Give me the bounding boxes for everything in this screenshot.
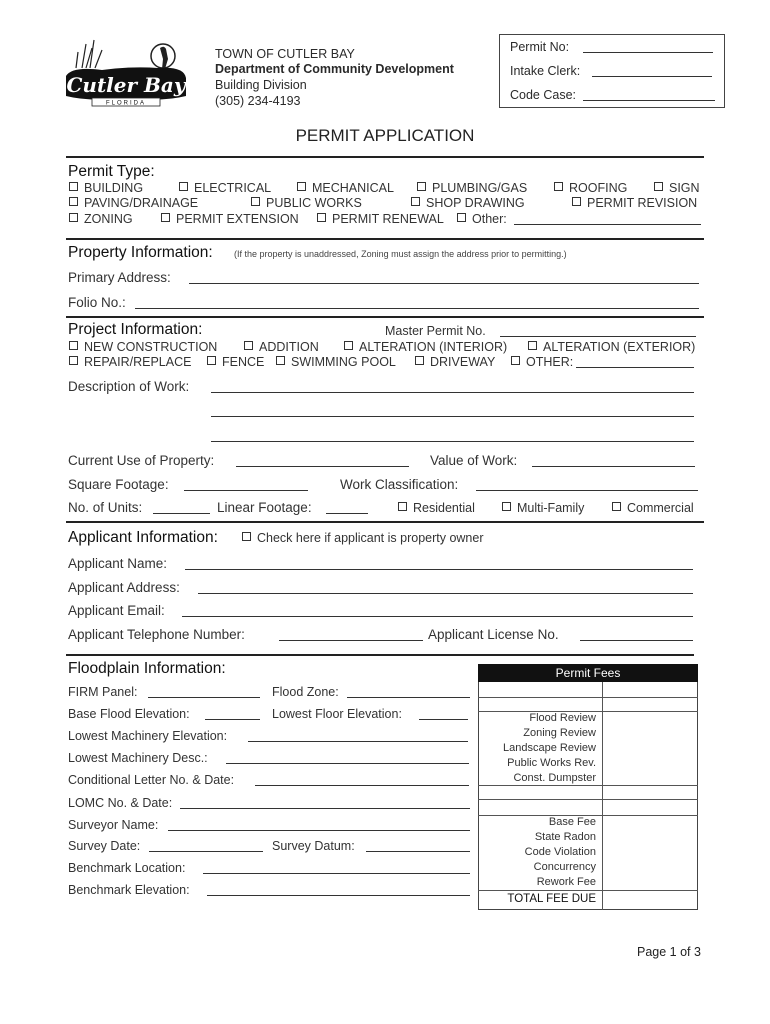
town-logo <box>62 38 190 112</box>
applicant-name-label: Applicant Name: <box>68 556 168 571</box>
checkbox[interactable] <box>398 502 407 511</box>
option-commercial[interactable]: Commercial <box>612 501 694 515</box>
checkbox[interactable] <box>654 182 663 191</box>
applicant-name-field[interactable] <box>185 569 693 570</box>
page-title: PERMIT APPLICATION <box>295 126 475 145</box>
lowest-machinery-label: Lowest Machinery Elevation: <box>68 729 228 743</box>
flood-zone-field[interactable] <box>347 697 470 698</box>
option-alteration-exterior[interactable]: ALTERATION (EXTERIOR) <box>528 340 695 354</box>
value-of-work-field[interactable] <box>532 466 695 467</box>
survey-datum-field[interactable] <box>366 851 470 852</box>
intake-clerk-label: Intake Clerk: <box>510 64 581 78</box>
section-rule <box>66 654 694 656</box>
benchmark-elevation-label: Benchmark Elevation: <box>68 883 190 897</box>
option-addition[interactable]: ADDITION <box>244 340 319 354</box>
permit-no-field[interactable] <box>583 52 713 53</box>
applicant-address-field[interactable] <box>198 593 693 594</box>
option-other[interactable]: Other: <box>457 212 507 226</box>
benchmark-elevation-field[interactable] <box>207 895 470 896</box>
division-name: Building Division <box>215 78 307 92</box>
option-driveway[interactable]: DRIVEWAY <box>415 355 495 369</box>
code-case-field[interactable] <box>583 100 715 101</box>
applicant-license-field[interactable] <box>580 640 693 641</box>
code-case-label: Code Case: <box>510 88 577 102</box>
master-permit-field[interactable] <box>500 336 696 337</box>
survey-date-field[interactable] <box>149 851 263 852</box>
square-footage-label: Square Footage: <box>68 477 169 492</box>
fee-public-works-review: Public Works Rev. <box>507 757 596 769</box>
applicant-phone-label: Applicant Telephone Number: <box>68 627 245 642</box>
description-field-1[interactable] <box>211 392 694 393</box>
primary-address-field[interactable] <box>189 283 699 284</box>
option-sign[interactable]: SIGN <box>654 181 700 195</box>
option-swimming-pool[interactable]: SWIMMING POOL <box>276 355 396 369</box>
other-project-field[interactable] <box>576 367 694 368</box>
lomc-label: LOMC No. & Date: <box>68 796 173 810</box>
option-alteration-interior[interactable]: ALTERATION (INTERIOR) <box>344 340 507 354</box>
permit-no-label: Permit No: <box>510 40 570 54</box>
property-heading: Property Information: <box>68 244 213 261</box>
master-permit-label: Master Permit No. <box>385 324 486 338</box>
option-fence[interactable]: FENCE <box>207 355 264 369</box>
description-field-2[interactable] <box>211 416 694 417</box>
checkbox[interactable] <box>242 532 251 541</box>
machinery-desc-field[interactable] <box>226 763 469 764</box>
option-multi-family[interactable]: Multi-Family <box>502 501 584 515</box>
applicant-email-field[interactable] <box>182 616 693 617</box>
checkbox[interactable] <box>415 356 424 365</box>
fee-amount-cells[interactable] <box>603 682 697 909</box>
option-zoning[interactable]: ZONING <box>69 212 133 226</box>
section-rule <box>66 238 704 240</box>
fee-flood-review: Flood Review <box>529 712 596 724</box>
checkbox[interactable] <box>69 213 78 222</box>
checkbox[interactable] <box>276 356 285 365</box>
logo-text: Cutler Bay <box>66 73 186 97</box>
option-permit-revision[interactable]: PERMIT REVISION <box>572 196 697 210</box>
lowest-floor-label: Lowest Floor Elevation: <box>272 707 402 721</box>
option-electrical[interactable]: ELECTRICAL <box>179 181 271 195</box>
checkbox[interactable] <box>511 356 520 365</box>
checkbox[interactable] <box>179 182 188 191</box>
option-repair-replace[interactable]: REPAIR/REPLACE <box>69 355 191 369</box>
surveyor-label: Surveyor Name: <box>68 818 159 832</box>
checkbox[interactable] <box>457 213 466 222</box>
logo-sub: FLORIDA <box>105 100 147 107</box>
fee-const-dumpster: Const. Dumpster <box>513 772 596 784</box>
option-building[interactable]: BUILDING <box>69 181 143 195</box>
primary-address-label: Primary Address: <box>68 270 171 285</box>
flood-zone-label: Flood Zone: <box>272 685 339 699</box>
units-label: No. of Units: <box>68 500 143 515</box>
option-new-construction[interactable]: NEW CONSTRUCTION <box>69 340 217 354</box>
checkbox[interactable] <box>297 182 306 191</box>
checkbox[interactable] <box>528 341 537 350</box>
department-name: Department of Community Development <box>215 62 454 76</box>
linear-footage-label: Linear Footage: <box>217 500 312 515</box>
section-rule <box>66 316 704 318</box>
checkbox[interactable] <box>161 213 170 222</box>
town-name: TOWN OF CUTLER BAY <box>215 47 355 61</box>
folio-label: Folio No.: <box>68 295 126 310</box>
phone-number: (305) 234-4193 <box>215 94 301 108</box>
lowest-machinery-field[interactable] <box>248 741 468 742</box>
checkbox[interactable] <box>207 356 216 365</box>
checkbox[interactable] <box>344 341 353 350</box>
benchmark-location-field[interactable] <box>203 873 470 874</box>
benchmark-location-label: Benchmark Location: <box>68 861 186 875</box>
total-fee-due: TOTAL FEE DUE <box>507 893 596 905</box>
permit-fees-heading: Permit Fees <box>478 664 698 682</box>
option-mechanical[interactable]: MECHANICAL <box>297 181 394 195</box>
lowest-floor-field[interactable] <box>419 719 468 720</box>
applicant-license-label: Applicant License No. <box>428 627 559 642</box>
linear-footage-field[interactable] <box>326 513 368 514</box>
checkbox[interactable] <box>554 182 563 191</box>
units-field[interactable] <box>153 513 210 514</box>
fee-code-violation: Code Violation <box>524 846 596 858</box>
checkbox[interactable] <box>69 341 78 350</box>
current-use-field[interactable] <box>236 466 409 467</box>
description-field-3[interactable] <box>211 441 694 442</box>
description-label: Description of Work: <box>68 379 190 394</box>
current-use-label: Current Use of Property: <box>68 453 215 468</box>
option-shop-drawing[interactable]: SHOP DRAWING <box>411 196 525 210</box>
checkbox[interactable] <box>572 197 581 206</box>
option-permit-renewal[interactable]: PERMIT RENEWAL <box>317 212 444 226</box>
floodplain-heading: Floodplain Information: <box>68 660 226 677</box>
conditional-letter-label: Conditional Letter No. & Date: <box>68 773 235 787</box>
value-of-work-label: Value of Work: <box>430 453 518 468</box>
work-classification-label: Work Classification: <box>340 477 459 492</box>
option-residential[interactable]: Residential <box>398 501 475 515</box>
option-plumbing-gas[interactable]: PLUMBING/GAS <box>417 181 527 195</box>
survey-datum-label: Survey Datum: <box>272 839 355 853</box>
surveyor-field[interactable] <box>168 830 470 831</box>
fee-landscape-review: Landscape Review <box>503 742 596 754</box>
checkbox[interactable] <box>317 213 326 222</box>
owner-checkbox[interactable]: Check here if applicant is property owner <box>242 531 484 545</box>
option-paving-drainage[interactable]: PAVING/DRAINAGE <box>69 196 198 210</box>
checkbox[interactable] <box>69 356 78 365</box>
checkbox[interactable] <box>251 197 260 206</box>
permit-type-heading: Permit Type: <box>68 163 155 180</box>
lomc-field[interactable] <box>180 808 470 809</box>
fee-state-radon: State Radon <box>534 831 596 843</box>
title-rule <box>66 156 704 158</box>
applicant-heading: Applicant Information: <box>68 529 218 546</box>
checkbox[interactable] <box>612 502 621 511</box>
square-footage-field[interactable] <box>184 490 308 491</box>
work-classification-field[interactable] <box>476 490 698 491</box>
other-field[interactable] <box>514 224 701 225</box>
fee-base: Base Fee <box>548 816 596 828</box>
applicant-address-label: Applicant Address: <box>68 580 180 595</box>
section-rule <box>66 521 704 523</box>
checkbox[interactable] <box>69 197 78 206</box>
fee-rework: Rework Fee <box>536 876 596 888</box>
option-permit-extension[interactable]: PERMIT EXTENSION <box>161 212 299 226</box>
option-roofing[interactable]: ROOFING <box>554 181 627 195</box>
checkbox[interactable] <box>69 182 78 191</box>
property-note: (If the property is unaddressed, Zoning must assign the address prior to permitting.) <box>234 249 567 259</box>
applicant-email-label: Applicant Email: <box>68 603 165 618</box>
fee-zoning-review: Zoning Review <box>523 727 596 739</box>
option-other-project[interactable]: OTHER: <box>511 355 573 369</box>
folio-field[interactable] <box>135 308 699 309</box>
project-heading: Project Information: <box>68 321 203 338</box>
checkbox[interactable] <box>417 182 426 191</box>
checkbox[interactable] <box>411 197 420 206</box>
base-flood-label: Base Flood Elevation: <box>68 707 190 721</box>
fee-concurrency: Concurrency <box>533 861 596 873</box>
checkbox[interactable] <box>502 502 511 511</box>
option-public-works[interactable]: PUBLIC WORKS <box>251 196 362 210</box>
applicant-phone-field[interactable] <box>279 640 423 641</box>
intake-clerk-field[interactable] <box>592 76 712 77</box>
base-flood-field[interactable] <box>205 719 260 720</box>
firm-panel-label: FIRM Panel: <box>68 685 138 699</box>
survey-date-label: Survey Date: <box>68 839 141 853</box>
machinery-desc-label: Lowest Machinery Desc.: <box>68 751 208 765</box>
checkbox[interactable] <box>244 341 253 350</box>
conditional-letter-field[interactable] <box>255 785 469 786</box>
firm-panel-field[interactable] <box>148 697 260 698</box>
page-number: Page 1 of 3 <box>637 945 701 959</box>
